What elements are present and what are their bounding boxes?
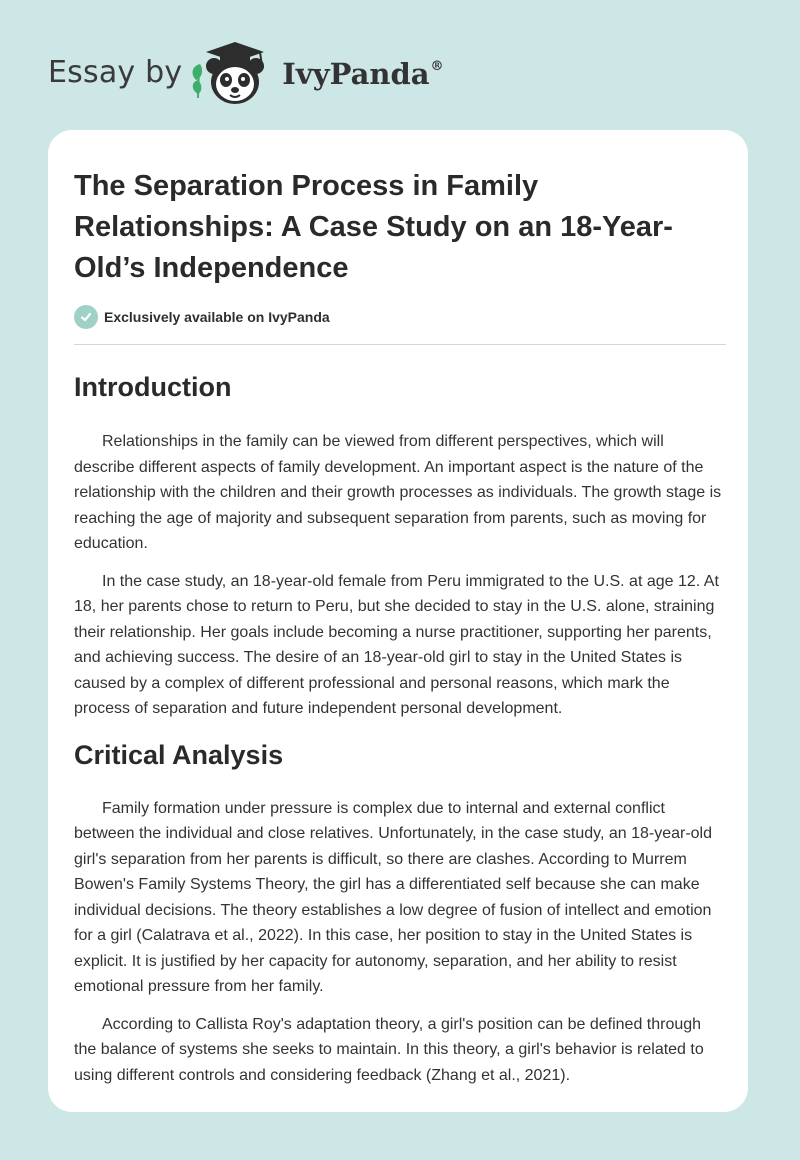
exclusive-badge-label: Exclusively available on IvyPanda [104,309,330,325]
divider [74,344,726,345]
section-heading-critical-analysis: Critical Analysis [74,739,284,770]
section-heading-introduction: Introduction [74,372,232,402]
essay-by-label: Essay by [48,54,183,90]
site-header [48,36,444,108]
paragraph: Family formation under pressure is complex due to internal and external conflict between the individual and close relatives. Unfortunately, in the case study, an 18-year-old girl's separation from her parents is difficult, so there are clashes. According to Murrem Bowen's Family Systems Theory, the girl has a differentiated self because she can make individual decisions. The theory establishes a low degree of fusion of intellect and emotion for a girl (Calatrava et al., 2022). In this case, her position to stay in the United States is explicit. It is justified by her capacity for autonomy, separation, and her ability to resist emotional pressure from her family. [74,799,712,995]
check-circle-icon [74,305,98,329]
paragraph: In the case study, an 18-year-old female from Peru immigrated to the U.S. at age 12. At 18, her parents chose to return to Peru, but she decided to stay in the U.S. alone, straining their relationship. Her goals include becoming a nurse practitioner, supporting her parents, and achieving success. The desire of an 18-year-old girl to stay in the United States is caused by a complex of different professional and personal reasons, which mark the process of separation and future independent personal development. [74,572,719,717]
essay-card [48,130,748,1112]
paragraph: According to Callista Roy's adaptation theory, a girl's position can be defined through the balance of systems she seeks to maintain. In this theory, a girl's behavior is related to using different controls and considering feedback (Zhang et al., 2021). [74,1015,704,1084]
paragraph: Relationships in the family can be viewed from different perspectives, which will describe different aspects of family development. An important aspect is the nature of the relationship with the children and their growth processes as individuals. The growth stage is reaching the age of majority and subsequent separation from parents, such as moving for education. [74,433,722,552]
brand-name[interactable]: IvyPanda® [282,57,444,91]
essay-title: The Separation Process in Family Relationships: A Case Study on an 18-Year-Old’s Independence [74,170,673,284]
ivypanda-logo-icon[interactable] [186,36,278,108]
exclusive-badge [74,305,724,329]
trademark-symbol: ® [430,59,444,74]
